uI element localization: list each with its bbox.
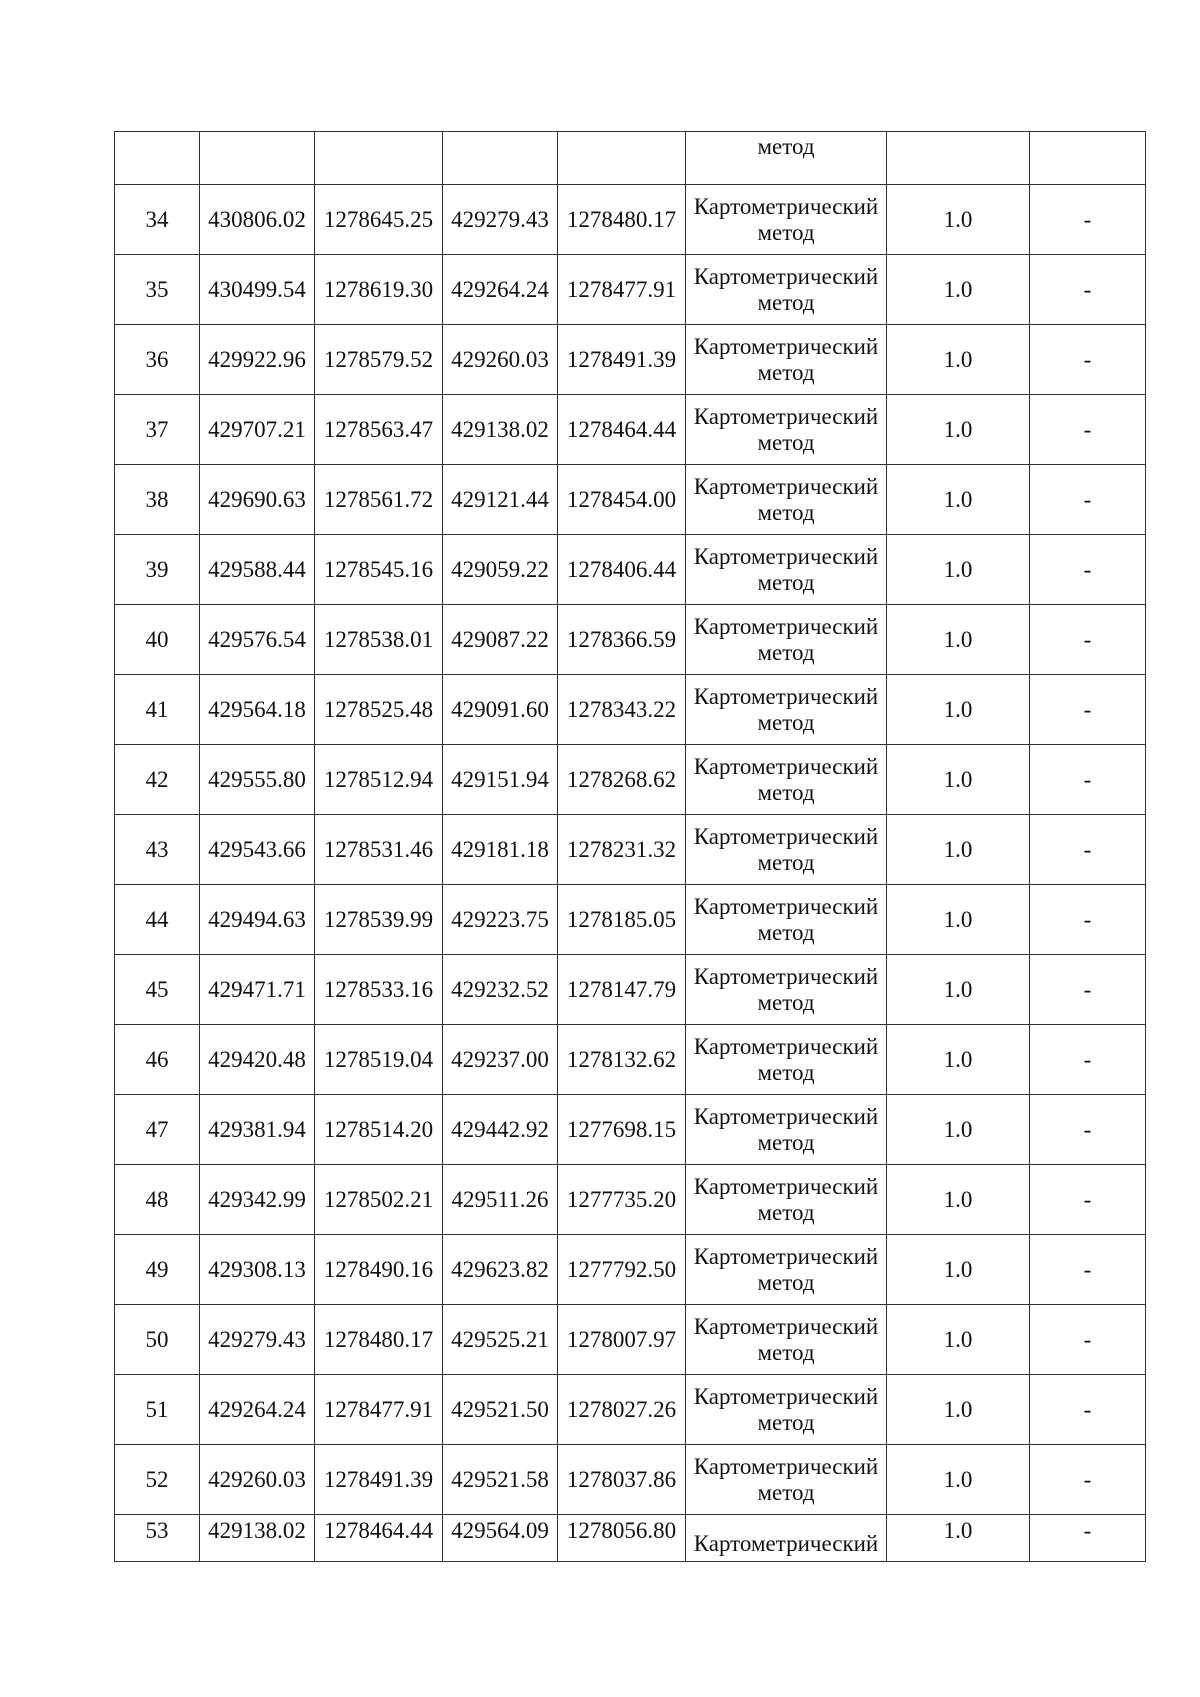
cell-method: Картометрический: [686, 1515, 887, 1562]
cell-accuracy: 1.0: [887, 675, 1030, 745]
cell-note: -: [1030, 885, 1146, 955]
cell-y1: 1278538.01: [315, 605, 443, 675]
cell-method: [686, 1375, 887, 1445]
table-row: [115, 955, 1146, 1025]
cell-num: 41: [115, 675, 200, 745]
cell-y2: 1278268.62: [558, 745, 686, 815]
cell-y2: 1278366.59: [558, 605, 686, 675]
cell-method: [686, 885, 887, 955]
cell-num: 43: [115, 815, 200, 885]
cell-x2: 429521.58: [443, 1445, 558, 1515]
cell-accuracy: 1.0: [887, 885, 1030, 955]
cell-x2: 429623.82: [443, 1235, 558, 1305]
cell-x1: 429279.43: [200, 1305, 315, 1375]
cell-x2: 429091.60: [443, 675, 558, 745]
table-row: [115, 1305, 1146, 1375]
cell-method: [686, 535, 887, 605]
table-row: [115, 605, 1146, 675]
table-row: [115, 255, 1146, 325]
cell-x1: 429576.54: [200, 605, 315, 675]
method-line1: Картометрический: [693, 683, 879, 709]
cell-y2: 1278027.26: [558, 1375, 686, 1445]
cell-x2: 429564.09: [443, 1515, 558, 1562]
cell-note: -: [1030, 185, 1146, 255]
cell-x1: 429420.48: [200, 1025, 315, 1095]
cell-y2: 1278491.39: [558, 325, 686, 395]
cell-accuracy: 1.0: [887, 535, 1030, 605]
cell-num: 36: [115, 325, 200, 395]
cell-x2: 429279.43: [443, 185, 558, 255]
cell-x2: 429059.22: [443, 535, 558, 605]
cell-x1: 429260.03: [200, 1445, 315, 1515]
table-row: [115, 1235, 1146, 1305]
method-line1: Картометрический: [693, 543, 879, 569]
table-row: [115, 885, 1146, 955]
cell-method: [686, 325, 887, 395]
cell-x1: 429707.21: [200, 395, 315, 465]
cell-y1: 1278579.52: [315, 325, 443, 395]
method-line1: Картометрический: [693, 893, 879, 919]
cell-note: -: [1030, 395, 1146, 465]
cell-method: [686, 955, 887, 1025]
method-line2: метод: [757, 639, 815, 665]
table-row: [115, 675, 1146, 745]
method-line1: Картометрический: [693, 473, 879, 499]
cell-method: [686, 815, 887, 885]
cell-accuracy: 1.0: [887, 1235, 1030, 1305]
table-row: [115, 325, 1146, 395]
cell-note: [1030, 132, 1146, 185]
cell-note: -: [1030, 955, 1146, 1025]
table-row: [115, 815, 1146, 885]
cell-accuracy: 1.0: [887, 255, 1030, 325]
cell-y1: 1278645.25: [315, 185, 443, 255]
cell-x2: 429138.02: [443, 395, 558, 465]
cell-note: -: [1030, 535, 1146, 605]
cell-accuracy: 1.0: [887, 1375, 1030, 1445]
cell-x2: 429121.44: [443, 465, 558, 535]
cell-y1: 1278539.99: [315, 885, 443, 955]
cell-x2: 429442.92: [443, 1095, 558, 1165]
method-line1: Картометрический: [693, 823, 879, 849]
cell-note: -: [1030, 255, 1146, 325]
cell-method: [686, 255, 887, 325]
cell-y1: 1278531.46: [315, 815, 443, 885]
cell-x1: 430499.54: [200, 255, 315, 325]
cell-note: -: [1030, 1515, 1146, 1562]
cell-note: -: [1030, 1165, 1146, 1235]
cell-accuracy: 1.0: [887, 1305, 1030, 1375]
cell-y1: 1278525.48: [315, 675, 443, 745]
cell-method: [686, 745, 887, 815]
cell-y1: 1278514.20: [315, 1095, 443, 1165]
cell-y2: 1278477.91: [558, 255, 686, 325]
cell-num: 49: [115, 1235, 200, 1305]
cell-x1: 429690.63: [200, 465, 315, 535]
cell-x2: 429151.94: [443, 745, 558, 815]
cell-y2: 1278343.22: [558, 675, 686, 745]
cell-x2: 429264.24: [443, 255, 558, 325]
cell-method: [686, 605, 887, 675]
method-line2: метод: [757, 1479, 815, 1505]
cell-accuracy: 1.0: [887, 745, 1030, 815]
cell-y1: 1278519.04: [315, 1025, 443, 1095]
method-line2: метод: [757, 919, 815, 945]
cell-y1: 1278491.39: [315, 1445, 443, 1515]
cell-note: -: [1030, 1445, 1146, 1515]
cell-x1: 429494.63: [200, 885, 315, 955]
cell-x2: 429223.75: [443, 885, 558, 955]
cell-accuracy: 1.0: [887, 465, 1030, 535]
cell-y2: 1278147.79: [558, 955, 686, 1025]
method-line2: метод: [757, 1129, 815, 1155]
cell-num: 47: [115, 1095, 200, 1165]
method-line2: метод: [757, 1059, 815, 1085]
method-line2: метод: [757, 429, 815, 455]
method-line2: метод: [757, 709, 815, 735]
method-line2: метод: [757, 989, 815, 1015]
cell-method: [686, 395, 887, 465]
method-line1: Картометрический: [693, 613, 879, 639]
cell-method: [686, 465, 887, 535]
table-row: [115, 745, 1146, 815]
method-line1: Картометрический: [693, 263, 879, 289]
cell-y2: 1278480.17: [558, 185, 686, 255]
cell-note: -: [1030, 465, 1146, 535]
cell-accuracy: 1.0: [887, 325, 1030, 395]
cell-y2: [558, 132, 686, 185]
method-line1: Картометрический: [693, 753, 879, 779]
method-line2: метод: [757, 1409, 815, 1435]
table-row: [115, 185, 1146, 255]
method-line2: метод: [757, 289, 815, 315]
cell-num: 48: [115, 1165, 200, 1235]
cell-x2: 429511.26: [443, 1165, 558, 1235]
cell-x2: 429181.18: [443, 815, 558, 885]
cell-y2: 1278231.32: [558, 815, 686, 885]
cell-x2: 429232.52: [443, 955, 558, 1025]
cell-note: -: [1030, 1235, 1146, 1305]
method-line2: метод: [757, 779, 815, 805]
method-line1: Картометрический: [693, 193, 879, 219]
cell-y1: 1278545.16: [315, 535, 443, 605]
cell-y1: 1278464.44: [315, 1515, 443, 1562]
cell-num: 45: [115, 955, 200, 1025]
cell-num: 34: [115, 185, 200, 255]
table-row: [115, 395, 1146, 465]
cell-note: -: [1030, 1375, 1146, 1445]
cell-y1: 1278561.72: [315, 465, 443, 535]
cell-note: -: [1030, 1095, 1146, 1165]
method-line1: Картометрический: [693, 1103, 879, 1129]
cell-y1: 1278512.94: [315, 745, 443, 815]
method-line1: Картометрический: [693, 403, 879, 429]
method-line2: метод: [757, 1269, 815, 1295]
method-line2: метод: [757, 1339, 815, 1365]
cell-num: 51: [115, 1375, 200, 1445]
cell-x1: 430806.02: [200, 185, 315, 255]
cell-x1: 429264.24: [200, 1375, 315, 1445]
table-row: [115, 1375, 1146, 1445]
cell-y2: 1278454.00: [558, 465, 686, 535]
cell-x1: 429555.80: [200, 745, 315, 815]
cell-x1: 429138.02: [200, 1515, 315, 1562]
cell-y1: 1278502.21: [315, 1165, 443, 1235]
method-line1: Картометрический: [693, 1453, 879, 1479]
method-line2: метод: [757, 1199, 815, 1225]
cell-x1: [200, 132, 315, 185]
coordinates-table: [114, 131, 1146, 1562]
cell-num: 52: [115, 1445, 200, 1515]
cell-num: 42: [115, 745, 200, 815]
cell-x1: 429564.18: [200, 675, 315, 745]
cell-y2: 1277698.15: [558, 1095, 686, 1165]
cell-note: -: [1030, 815, 1146, 885]
method-line1: Картометрический: [693, 1383, 879, 1409]
method-line1: Картометрический: [693, 1313, 879, 1339]
cell-x1: 429308.13: [200, 1235, 315, 1305]
method-line1: Картометрический: [693, 1173, 879, 1199]
cell-accuracy: 1.0: [887, 815, 1030, 885]
cell-accuracy: 1.0: [887, 1165, 1030, 1235]
cell-y2: 1278132.62: [558, 1025, 686, 1095]
cell-accuracy: 1.0: [887, 185, 1030, 255]
cell-y2: 1278185.05: [558, 885, 686, 955]
cell-note: -: [1030, 745, 1146, 815]
cell-num: 40: [115, 605, 200, 675]
method-line2: метод: [757, 569, 815, 595]
cell-x2: 429260.03: [443, 325, 558, 395]
method-line1: Картометрический: [693, 333, 879, 359]
method-line2: метод: [757, 499, 815, 525]
cell-note: -: [1030, 1305, 1146, 1375]
cell-note: -: [1030, 675, 1146, 745]
cell-method: [686, 1235, 887, 1305]
cell-x2: 429525.21: [443, 1305, 558, 1375]
cell-accuracy: [887, 132, 1030, 185]
cell-accuracy: 1.0: [887, 395, 1030, 465]
cell-num: 44: [115, 885, 200, 955]
cell-num: [115, 132, 200, 185]
table-row: [115, 1515, 1146, 1562]
cell-y1: 1278480.17: [315, 1305, 443, 1375]
cell-method: [686, 1305, 887, 1375]
table-row: [115, 535, 1146, 605]
cell-x2: [443, 132, 558, 185]
cell-num: 39: [115, 535, 200, 605]
cell-method: [686, 185, 887, 255]
cell-accuracy: 1.0: [887, 955, 1030, 1025]
table-row: [115, 1445, 1146, 1515]
cell-x1: 429588.44: [200, 535, 315, 605]
method-line1: Картометрический: [693, 1243, 879, 1269]
cell-accuracy: 1.0: [887, 1025, 1030, 1095]
cell-note: -: [1030, 605, 1146, 675]
cell-y1: 1278477.91: [315, 1375, 443, 1445]
table-row: [115, 465, 1146, 535]
cell-x2: 429087.22: [443, 605, 558, 675]
cell-y2: 1278056.80: [558, 1515, 686, 1562]
table-row: [115, 1095, 1146, 1165]
cell-x1: 429543.66: [200, 815, 315, 885]
cell-method: [686, 132, 887, 185]
table-row: [115, 1025, 1146, 1095]
cell-x1: 429471.71: [200, 955, 315, 1025]
cell-x1: 429342.99: [200, 1165, 315, 1235]
table-body: [115, 132, 1146, 1562]
cell-x2: 429237.00: [443, 1025, 558, 1095]
cell-accuracy: 1.0: [887, 605, 1030, 675]
cell-method: [686, 1025, 887, 1095]
method-line2: метод: [757, 359, 815, 385]
cell-y1: 1278619.30: [315, 255, 443, 325]
method-line2: метод: [757, 219, 815, 245]
cell-y1: 1278533.16: [315, 955, 443, 1025]
method-line2: метод: [757, 134, 815, 159]
cell-x2: 429521.50: [443, 1375, 558, 1445]
cell-num: 35: [115, 255, 200, 325]
cell-y2: 1278406.44: [558, 535, 686, 605]
cell-method: [686, 675, 887, 745]
method-line1: Картометрический: [693, 963, 879, 989]
cell-x1: 429381.94: [200, 1095, 315, 1165]
cell-note: -: [1030, 1025, 1146, 1095]
cell-method: [686, 1095, 887, 1165]
cell-num: 38: [115, 465, 200, 535]
method-line2: метод: [757, 849, 815, 875]
cell-y2: 1278464.44: [558, 395, 686, 465]
cell-y1: 1278563.47: [315, 395, 443, 465]
table-row: [115, 132, 1146, 185]
cell-y1: 1278490.16: [315, 1235, 443, 1305]
cell-method: [686, 1165, 887, 1235]
table-row: [115, 1165, 1146, 1235]
cell-note: -: [1030, 325, 1146, 395]
cell-num: 53: [115, 1515, 200, 1562]
cell-accuracy: 1.0: [887, 1515, 1030, 1562]
cell-accuracy: 1.0: [887, 1445, 1030, 1515]
cell-method: [686, 1445, 887, 1515]
method-line1: Картометрический: [693, 1033, 879, 1059]
cell-y2: 1278007.97: [558, 1305, 686, 1375]
cell-accuracy: 1.0: [887, 1095, 1030, 1165]
cell-num: 50: [115, 1305, 200, 1375]
cell-x1: 429922.96: [200, 325, 315, 395]
cell-y2: 1278037.86: [558, 1445, 686, 1515]
cell-num: 37: [115, 395, 200, 465]
cell-num: 46: [115, 1025, 200, 1095]
cell-y1: [315, 132, 443, 185]
cell-y2: 1277735.20: [558, 1165, 686, 1235]
cell-y2: 1277792.50: [558, 1235, 686, 1305]
